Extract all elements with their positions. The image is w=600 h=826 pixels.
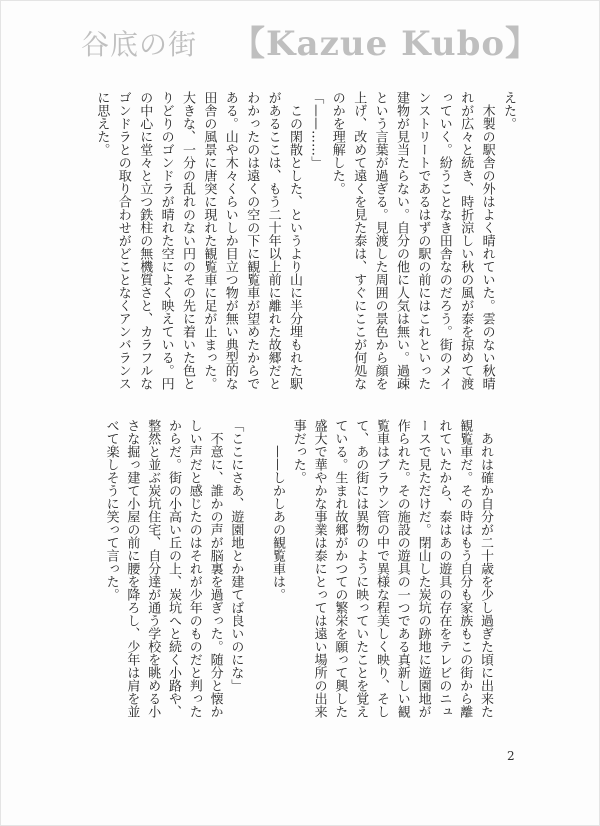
text-column: 盛大で華やかな事業は泰にとっては遠い場所の出来 xyxy=(311,419,327,718)
text-column: 不意に、誰かの声が脳裏を過ぎった。随分と懐か xyxy=(207,419,223,718)
text-column: 整然と並ぶ炭坑住宅、自分達が通う学校を眺める小 xyxy=(145,419,161,718)
text-column: あれは確か自分が二十歳を少し過ぎた頃に出来た xyxy=(478,419,493,718)
text-column: 観覧車だ。その時はもう自分も家族もこの街から離 xyxy=(457,419,473,718)
text-column: 作られた。その施設の遊具の一つである真新しい観 xyxy=(394,419,410,718)
text-column: わかったのは遠くの空の下に観覧車が望めたからで xyxy=(244,91,260,390)
text-column: ある。山や木々くらいしか目立つ物が無い典型的な xyxy=(222,91,238,390)
text-column: ——しかしあの観覧車は。 xyxy=(270,419,285,601)
text-column: て、あの街には異物のように映っていたことを覚え xyxy=(353,419,369,718)
text-column: 「ここにさあ、遊園地とか建てば良いのにな」 xyxy=(228,419,244,692)
text-column: この閑散とした、というより山に半分埋もれた駅 xyxy=(287,91,302,390)
text-column: しい声だと感じたのはそれが少年のものだと判った xyxy=(186,419,202,718)
text-column: 覧車はブラウン管の中で異様な程美しく映り、そし xyxy=(374,419,389,718)
text-column: 「——……」 xyxy=(308,91,324,169)
text-column: れが広々と続き、時折涼しい秋の風が泰を掠めて渡 xyxy=(458,91,474,390)
text-column: 木製の駅舎の外はよく晴れていた。雲のない秋晴 xyxy=(479,91,495,390)
watermark-author: 【Kazue Kubo】 xyxy=(231,24,541,64)
text-column: 大きな、一分の乱れのない円のその先に着いた色と xyxy=(180,91,195,390)
text-column: に思えた。 xyxy=(94,91,110,156)
text-column: えた。 xyxy=(501,91,516,130)
text-column: ンストリートであるはずの駅の前にはこれといった xyxy=(415,91,431,390)
text-column: さな掘っ建て小屋の前に腰を降ろし、少年は肩を並 xyxy=(124,419,140,718)
text-column: 事だった。 xyxy=(290,419,306,484)
text-column: りどりのゴンドラが晴れた空によく映えている。円 xyxy=(158,91,174,390)
text-column: 上げ、改めて遠くを見た泰は、すぐにここが何処な xyxy=(351,91,367,390)
text-column: 建物が見当たらない。自分の他に人気は無い。過疎 xyxy=(394,91,409,390)
text-column: の中心に堂々と立つ鉄柱の無機質さと、カラフルな xyxy=(137,91,153,390)
text-column: れていたから、泰はあの遊具の存在をテレビのニュ xyxy=(436,419,452,718)
text-column: 田舎の風景に唐突に現れた観覧車に足が止まった。 xyxy=(201,91,217,390)
page-number: 2 xyxy=(507,749,515,763)
text-column: ゴンドラとの取り合わせがどことなくアンバランス xyxy=(115,91,131,390)
text-column: があるここは、もう二十年以上前に離れた故郷だと xyxy=(265,91,281,390)
text-column: のかを理解した。 xyxy=(329,91,345,195)
text-column: ている。生まれ故郷がかつての繁栄を願って興した xyxy=(332,419,348,718)
text-column: べて楽しそうに笑って言った。 xyxy=(103,419,119,601)
text-column: からだ。街の小高い丘の上、炭坑へと続く小路や、 xyxy=(166,419,181,718)
text-column: ースで見ただけだ。閉山した炭坑の跡地に遊園地が xyxy=(415,419,431,718)
watermark-title: 谷底の街 xyxy=(81,28,198,61)
text-column: という言葉が過ぎる。見渡した周囲の景色から顔を xyxy=(372,91,388,390)
text-column: っていく。紛うことなき田舎なのだろう。街のメイ xyxy=(436,91,452,390)
